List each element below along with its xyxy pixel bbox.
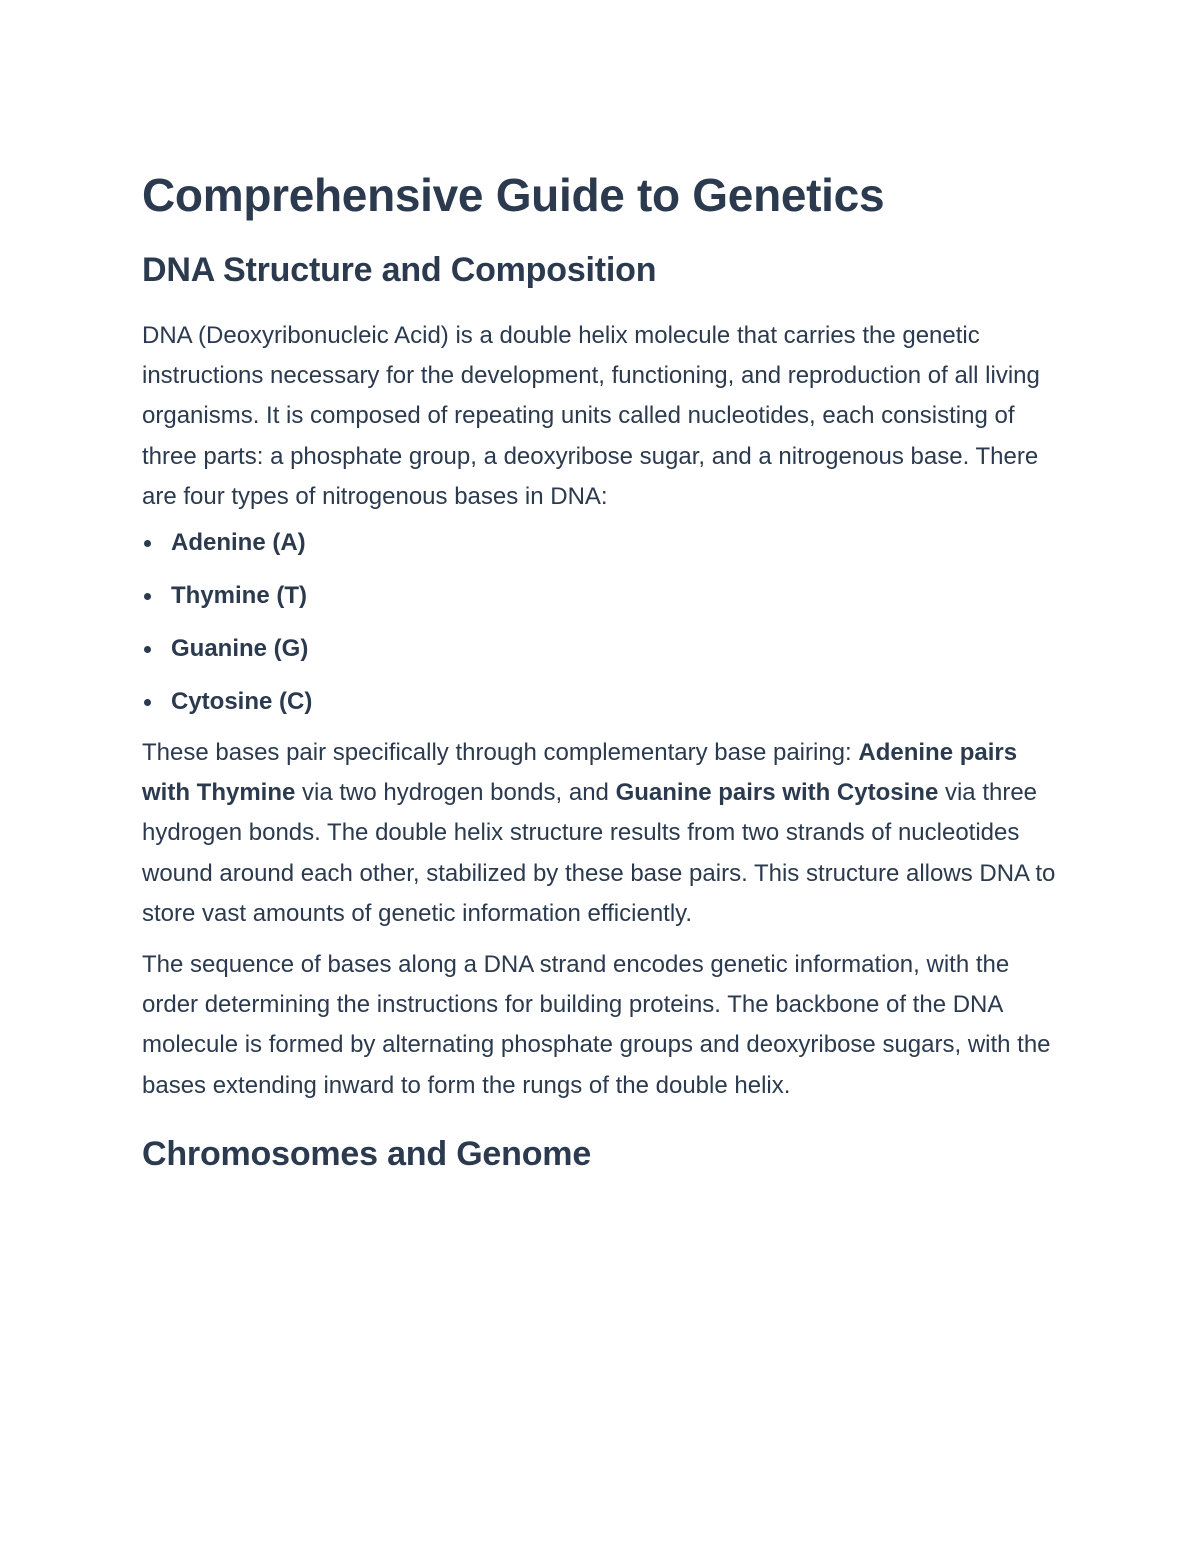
bullet-icon (144, 593, 151, 600)
document-page (142, 160, 1062, 1180)
list-item: Cytosine (C) (142, 682, 1062, 722)
emphasis-gc-pair: Guanine pairs with Cytosine (615, 779, 939, 807)
sequence-paragraph: The sequence of bases along a DNA strand encodes genetic information, with the order determining the instructions for building proteins. The backbone of the DNA molecule is formed by alternating phosphate groups and deoxyribose sugars, with the bases extending inward to form the rungs of the double helix. (142, 951, 1051, 1099)
list-item: Thymine (T) (142, 576, 1062, 616)
nitrogenous-bases-list (142, 523, 1062, 722)
bullet-icon (144, 540, 151, 547)
bullet-icon (144, 699, 151, 706)
base-pairing-paragraph: These bases pair specifically through complementary base pairing: Adenine pairs with Thymine via two hydrogen bonds, and Guanine pairs with Cytosine via three hydrogen bonds. The double helix structure results from two strands of nucleotides wound around each other, stabilized by these base pairs. This structure allows DNA to store vast amounts of genetic information efficiently. (142, 739, 1056, 927)
list-item: Guanine (G) (142, 629, 1062, 669)
list-item: Adenine (A) (142, 523, 1062, 563)
emphasis-at-pair: Adenine pairs with Thymine (142, 739, 1018, 807)
bullet-icon (144, 646, 151, 653)
page-title: Comprehensive Guide to Genetics (142, 169, 885, 221)
section-heading-chromosomes: Chromosomes and Genome (142, 1134, 592, 1173)
intro-paragraph: DNA (Deoxyribonucleic Acid) is a double helix molecule that carries the genetic instructions necessary for the development, functioning, and reproduction of all living organisms. It is composed of repeating units called nucleotides, each consisting of three parts: a phosphate group, a deoxyribose sugar, and a nitrogenous base. There are four types of nitrogenous bases in DNA: (142, 322, 1040, 510)
section-heading-dna-structure: DNA Structure and Composition (142, 251, 657, 289)
